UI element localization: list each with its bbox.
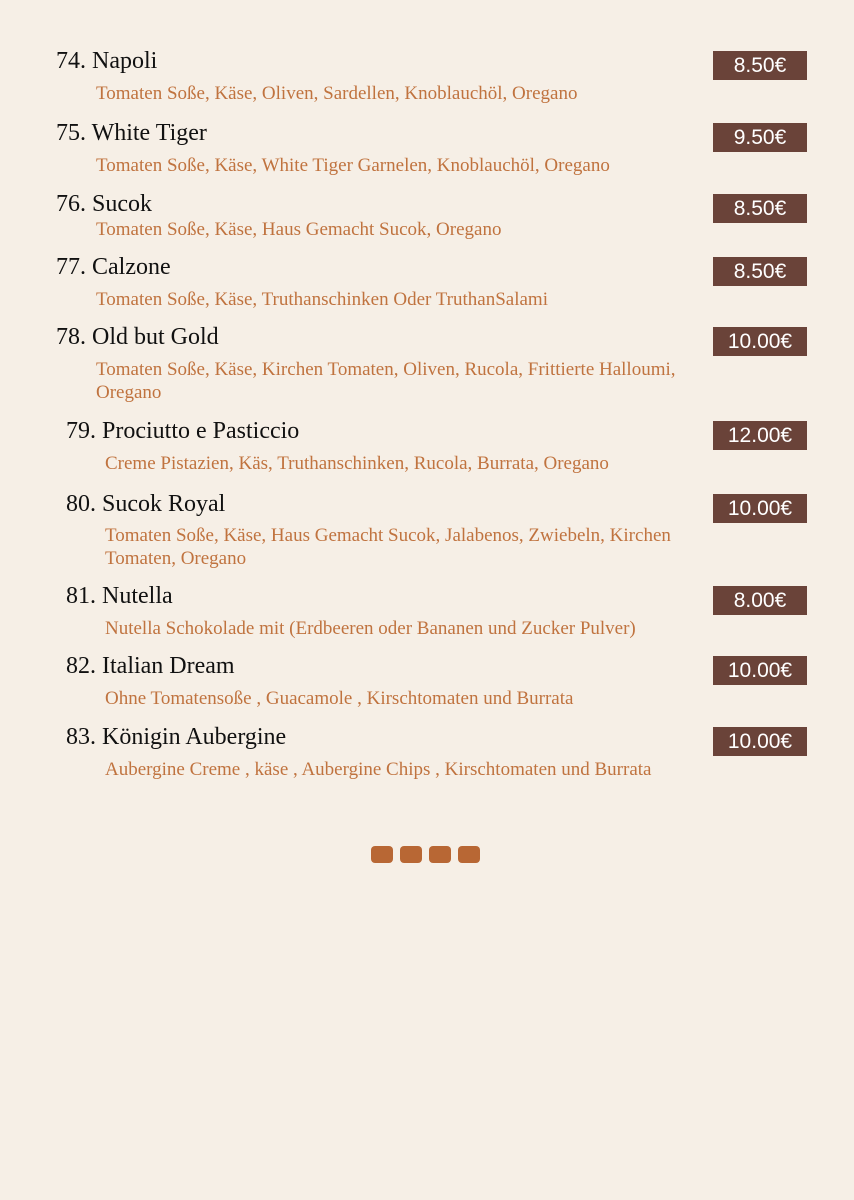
price-badge: 10.00€ <box>713 727 807 756</box>
square-dot-icon <box>371 846 393 863</box>
item-title: 81. Nutella <box>66 583 173 609</box>
price-badge: 10.00€ <box>713 327 807 356</box>
item-title: 76. Sucok <box>56 191 152 217</box>
item-description: Tomaten Soße, Käse, Haus Gemacht Sucok, Oregano <box>96 219 502 240</box>
item-description: Tomaten Soße, Käse, White Tiger Garnelen, Knoblauchöl, Oregano <box>96 155 610 176</box>
square-dot-icon <box>458 846 480 863</box>
item-description: Ohne Tomatensoße , Guacamole , Kirschtomaten und Burrata <box>105 688 574 709</box>
item-title: 78. Old but Gold <box>56 324 219 350</box>
item-description: Tomaten Soße, Käse, Haus Gemacht Sucok, Jalabenos, Zwiebeln, Kirchen Tomaten, Oregano <box>105 525 671 569</box>
item-description: Creme Pistazien, Käs, Truthanschinken, Rucola, Burrata, Oregano <box>105 453 609 474</box>
item-title: 80. Sucok Royal <box>66 491 226 517</box>
item-description: Tomaten Soße, Käse, Kirchen Tomaten, Oliven, Rucola, Frittierte Halloumi, Oregano <box>96 359 676 403</box>
item-description: Aubergine Creme , käse , Aubergine Chips , Kirschtomaten und Burrata <box>105 759 652 780</box>
price-badge: 12.00€ <box>713 421 807 450</box>
item-title: 77. Calzone <box>56 254 171 280</box>
price-badge: 8.50€ <box>713 51 807 80</box>
price-badge: 8.00€ <box>713 586 807 615</box>
square-dot-icon <box>400 846 422 863</box>
item-description: Tomaten Soße, Käse, Truthanschinken Oder TruthanSalami <box>96 289 548 310</box>
item-title: 75. White Tiger <box>56 120 207 146</box>
item-description: Nutella Schokolade mit (Erdbeeren oder Bananen und Zucker Pulver) <box>105 618 636 639</box>
item-title: 83. Königin Aubergine <box>66 724 287 750</box>
item-title: 74. Napoli <box>56 48 158 74</box>
price-badge: 10.00€ <box>713 494 807 523</box>
price-badge: 9.50€ <box>713 123 807 152</box>
item-title: 79. Prociutto e Pasticcio <box>66 418 300 444</box>
item-description: Tomaten Soße, Käse, Oliven, Sardellen, Knoblauchöl, Oregano <box>96 83 578 104</box>
item-title: 82. Italian Dream <box>66 653 235 679</box>
square-dot-icon <box>429 846 451 863</box>
price-badge: 8.50€ <box>713 257 807 286</box>
price-badge: 8.50€ <box>713 194 807 223</box>
price-badge: 10.00€ <box>713 656 807 685</box>
decorative-dots <box>371 846 480 863</box>
